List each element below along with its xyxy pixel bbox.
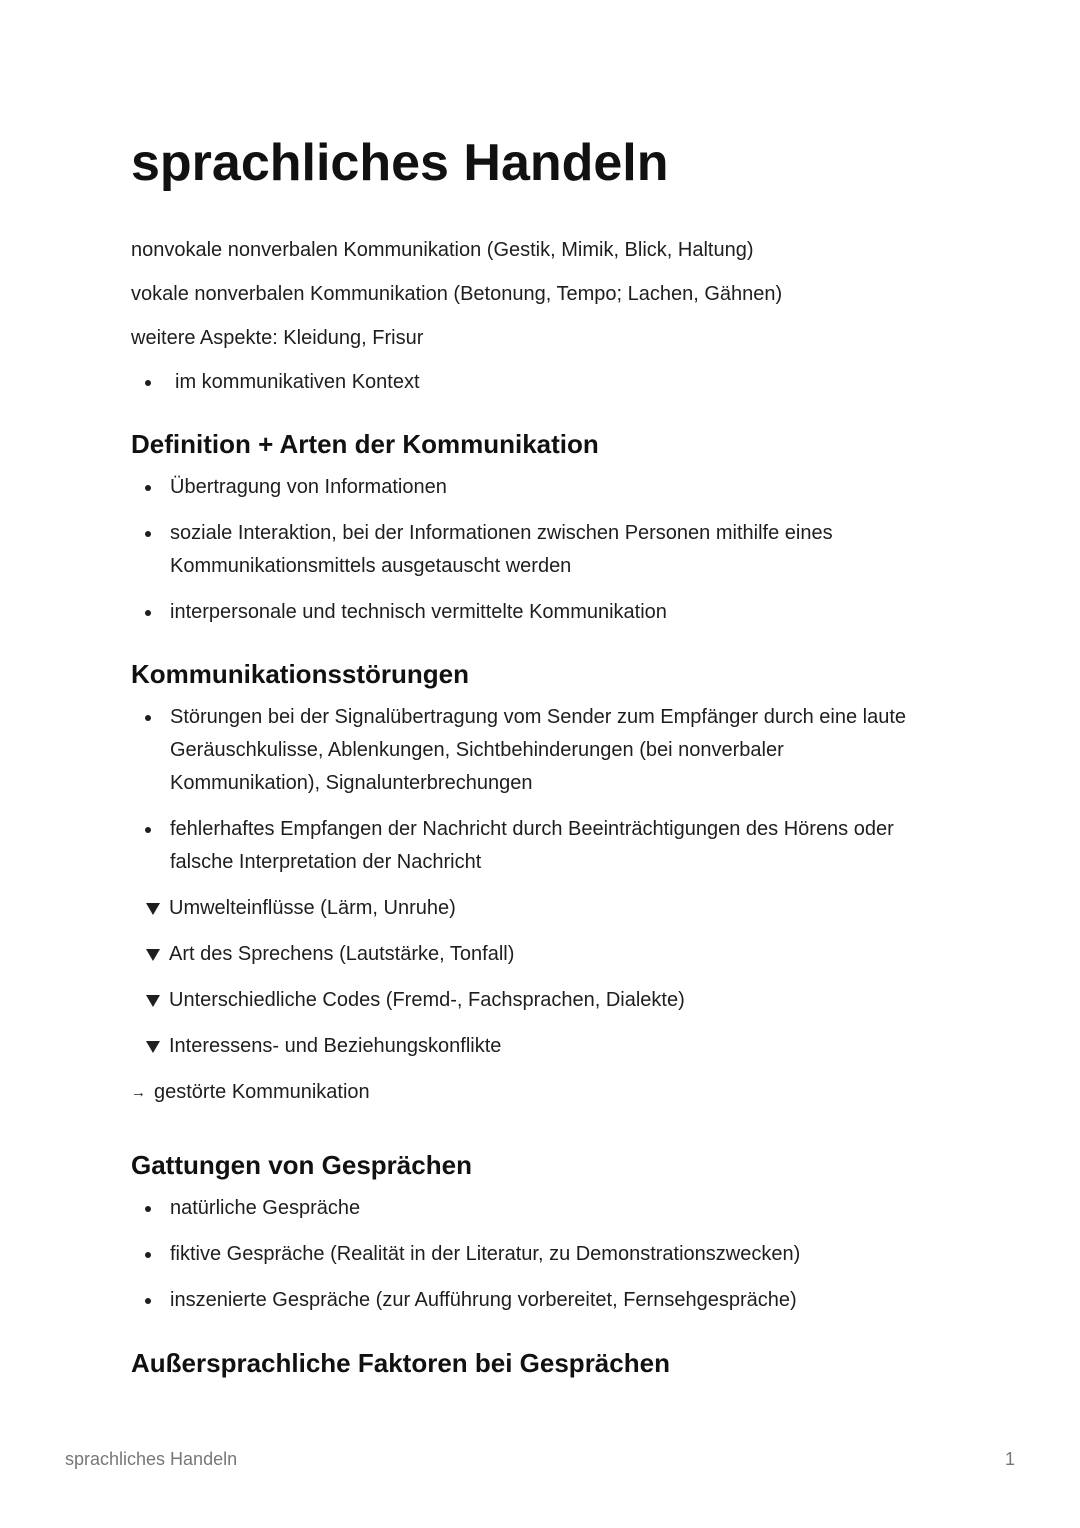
gattungen-bullet-list — [131, 1192, 931, 1317]
section-heading: Definition + Arten der Kommunikation — [131, 429, 599, 459]
list-item — [131, 517, 931, 583]
section-heading: Kommunikationsstörungen — [131, 659, 470, 689]
stoerungen-section — [131, 657, 931, 1109]
bullet-icon — [145, 610, 151, 616]
list-item-text: fiktive Gespräche (Realität in der Literatur, zu Demonstrationszwecken) — [170, 1243, 801, 1265]
conclusion-line — [131, 1076, 931, 1109]
intro-line: nonvokale nonverbalen Kommunikation (Gestik, Mimik, Blick, Haltung) — [131, 239, 754, 261]
triangle-down-icon — [146, 995, 160, 1007]
bullet-icon — [145, 715, 151, 721]
list-item — [131, 1030, 931, 1063]
list-item-text: soziale Interaktion, bei der Informationen zwischen Personen mithilfe eines Kommunikationsmittels ausgetauscht werden — [170, 522, 833, 577]
stoerungen-factor-list — [131, 892, 931, 1063]
bullet-icon — [145, 1206, 151, 1212]
list-item — [131, 701, 931, 800]
list-item-text: interpersonale und technisch vermittelte Kommunikation — [170, 601, 667, 623]
document-body — [131, 128, 931, 1390]
list-item-text: Unterschiedliche Codes (Fremd-, Fachsprachen, Dialekte) — [169, 989, 685, 1011]
arrow-right-icon: → — [131, 1084, 146, 1101]
bullet-icon — [145, 1298, 151, 1304]
list-item — [131, 471, 931, 504]
stoerungen-bullet-list — [131, 701, 931, 879]
list-item-text: Übertragung von Informationen — [170, 476, 447, 498]
gattungen-section — [131, 1148, 931, 1317]
list-item — [131, 984, 931, 1017]
bullet-icon — [145, 1252, 151, 1258]
list-item — [131, 1284, 931, 1317]
definition-section — [131, 427, 931, 629]
triangle-down-icon — [146, 949, 160, 961]
footer-document-title: sprachliches Handeln — [65, 1449, 238, 1469]
triangle-down-icon — [146, 903, 160, 915]
intro-line: vokale nonverbalen Kommunikation (Betonung, Tempo; Lachen, Gähnen) — [131, 283, 783, 305]
faktoren-section — [131, 1346, 931, 1380]
list-item — [131, 813, 931, 879]
list-item-text: Störungen bei der Signalübertragung vom Sender zum Empfänger durch eine laute Geräuschkulisse, Ablenkungen, Sichtbehinderungen (bei nonverbaler Kommunikation), Signalunterbrechungen — [170, 706, 907, 794]
list-item-text: Umwelteinflüsse (Lärm, Unruhe) — [169, 897, 456, 919]
page-title: sprachliches Handeln — [131, 134, 669, 192]
bullet-icon — [145, 827, 151, 833]
list-item — [131, 938, 931, 971]
bullet-icon — [145, 531, 151, 537]
list-item-text: fehlerhaftes Empfangen der Nachricht durch Beeinträchtigungen des Hörens oder falsche Interpretation der Nachricht — [170, 818, 894, 873]
list-item — [131, 1238, 931, 1271]
triangle-down-icon — [146, 1041, 160, 1053]
intro-section — [131, 234, 931, 399]
definition-bullet-list — [131, 471, 931, 629]
list-item — [131, 366, 931, 399]
footer-page-number: 1 — [1004, 1449, 1015, 1469]
bullet-icon — [145, 380, 151, 386]
bullet-icon — [145, 485, 151, 491]
list-item-text: Interessens- und Beziehungskonflikte — [169, 1035, 502, 1057]
list-item — [131, 1192, 931, 1225]
section-heading: Außersprachliche Faktoren bei Gesprächen — [131, 1348, 670, 1378]
list-item-text: Art des Sprechens (Lautstärke, Tonfall) — [169, 943, 515, 965]
intro-line: weitere Aspekte: Kleidung, Frisur — [131, 327, 424, 349]
list-item-text: inszenierte Gespräche (zur Aufführung vorbereitet, Fernsehgespräche) — [170, 1289, 797, 1311]
list-item — [131, 892, 931, 925]
section-heading: Gattungen von Gesprächen — [131, 1150, 472, 1180]
intro-bullet-list — [131, 366, 931, 399]
conclusion-text: gestörte Kommunikation — [154, 1081, 370, 1103]
list-item-text: im kommunikativen Kontext — [175, 371, 420, 393]
list-item — [131, 596, 931, 629]
list-item-text: natürliche Gespräche — [170, 1197, 361, 1219]
